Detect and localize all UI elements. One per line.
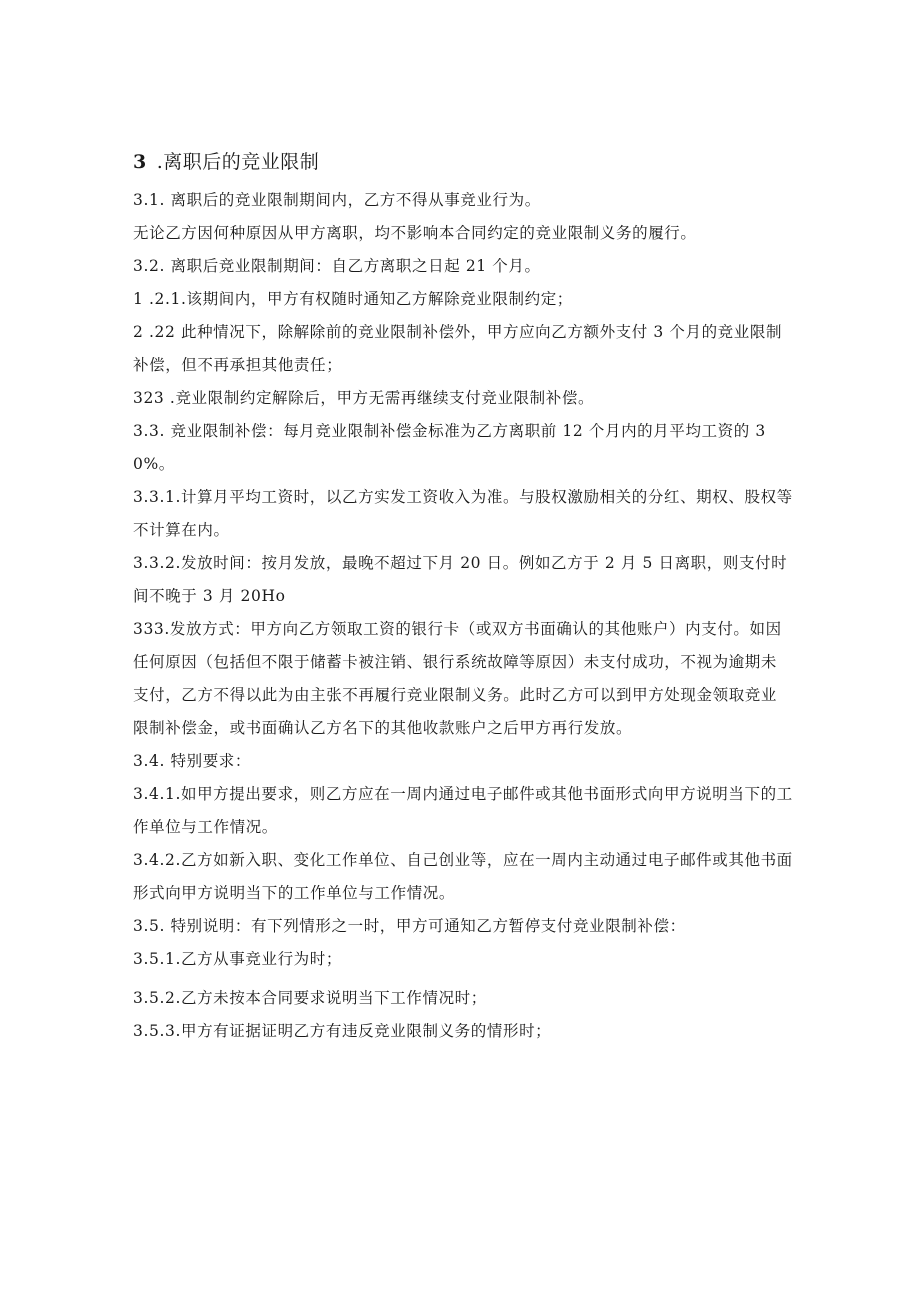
- section-number: 3: [133, 151, 147, 173]
- clause-3-4-1: 3.4.1.如甲方提出要求，则乙方应在一周内通过电子邮件或其他书面形式向甲方说明当下的工作单位与工作情况。: [133, 785, 793, 836]
- clause-3-3-1: 3.3.1.计算月平均工资时，以乙方实发工资收入为准。与股权激励相关的分红、期权、股权等不计算在内。: [133, 488, 793, 539]
- clause-3-5-1: 3.5.1.乙方从事竞业行为时；: [133, 950, 342, 968]
- clause-3-4: 3.4. 特别要求：: [133, 752, 252, 770]
- clause-3-5-3: 3.5.3.甲方有证据证明乙方有违反竞业限制义务的情形时；: [133, 1022, 552, 1040]
- clause-3-2: 3.2. 离职后竞业限制期间：自乙方离职之日起 21 个月。: [133, 257, 541, 275]
- clause-3-1: 3.1. 离职后的竞业限制期间内，乙方不得从事竞业行为。: [133, 191, 541, 209]
- clause-3-5-2: 3.5.2.乙方未按本合同要求说明当下工作情况时；: [133, 989, 487, 1007]
- clause-3-4-2: 3.4.2.乙方如新入职、变化工作单位、自己创业等，应在一周内主动通过电子邮件或其他书面形式向甲方说明当下的工作单位与工作情况。: [133, 851, 793, 902]
- clause-3-3: 3.3. 竞业限制补偿：每月竞业限制补偿金标准为乙方离职前 12 个月内的月平均工资的 30%。: [133, 422, 766, 473]
- clause-3-3-3: 333.发放方式：甲方向乙方领取工资的银行卡（或双方书面确认的其他账户）内支付。如因任何原因（包括但不限于储蓄卡被注销、银行系统故障等原因）未支付成功，不视为逾期未支付，乙方不得以此为由主张不再履行竞业限制义务。此时乙方可以到甲方处现金领取竞业限制补偿金，或书面确认乙方名下的其他收款账户之后甲方再行发放。: [133, 620, 782, 737]
- document-page: [133, 148, 793, 1048]
- clause-3-2-1: 1 .2.1.该期间内，甲方有权随时通知乙方解除竞业限制约定；: [133, 290, 573, 308]
- section-heading: [133, 148, 793, 176]
- clause-3-1-note: 无论乙方因何种原因从甲方离职，均不影响本合同约定的竞业限制义务的履行。: [133, 224, 697, 242]
- clause-3-2-3: 323 .竞业限制约定解除后，甲方无需再继续支付竞业限制补偿。: [133, 389, 595, 407]
- section-title: .离职后的竞业限制: [156, 151, 320, 173]
- clause-3-5: 3.5. 特别说明：有下列情形之一时，甲方可通知乙方暂停支付竞业限制补偿：: [133, 917, 686, 935]
- clause-3-3-2: 3.3.2.发放时间：按月发放，最晚不超过下月 20 日。例如乙方于 2 月 5 日离职，则支付时间不晚于 3 月 20Ho: [133, 554, 788, 605]
- clause-3-2-2: 2 .22 此种情况下，除解除前的竞业限制补偿外，甲方应向乙方额外支付 3 个月的竞业限制补偿，但不再承担其他责任；: [133, 323, 783, 374]
